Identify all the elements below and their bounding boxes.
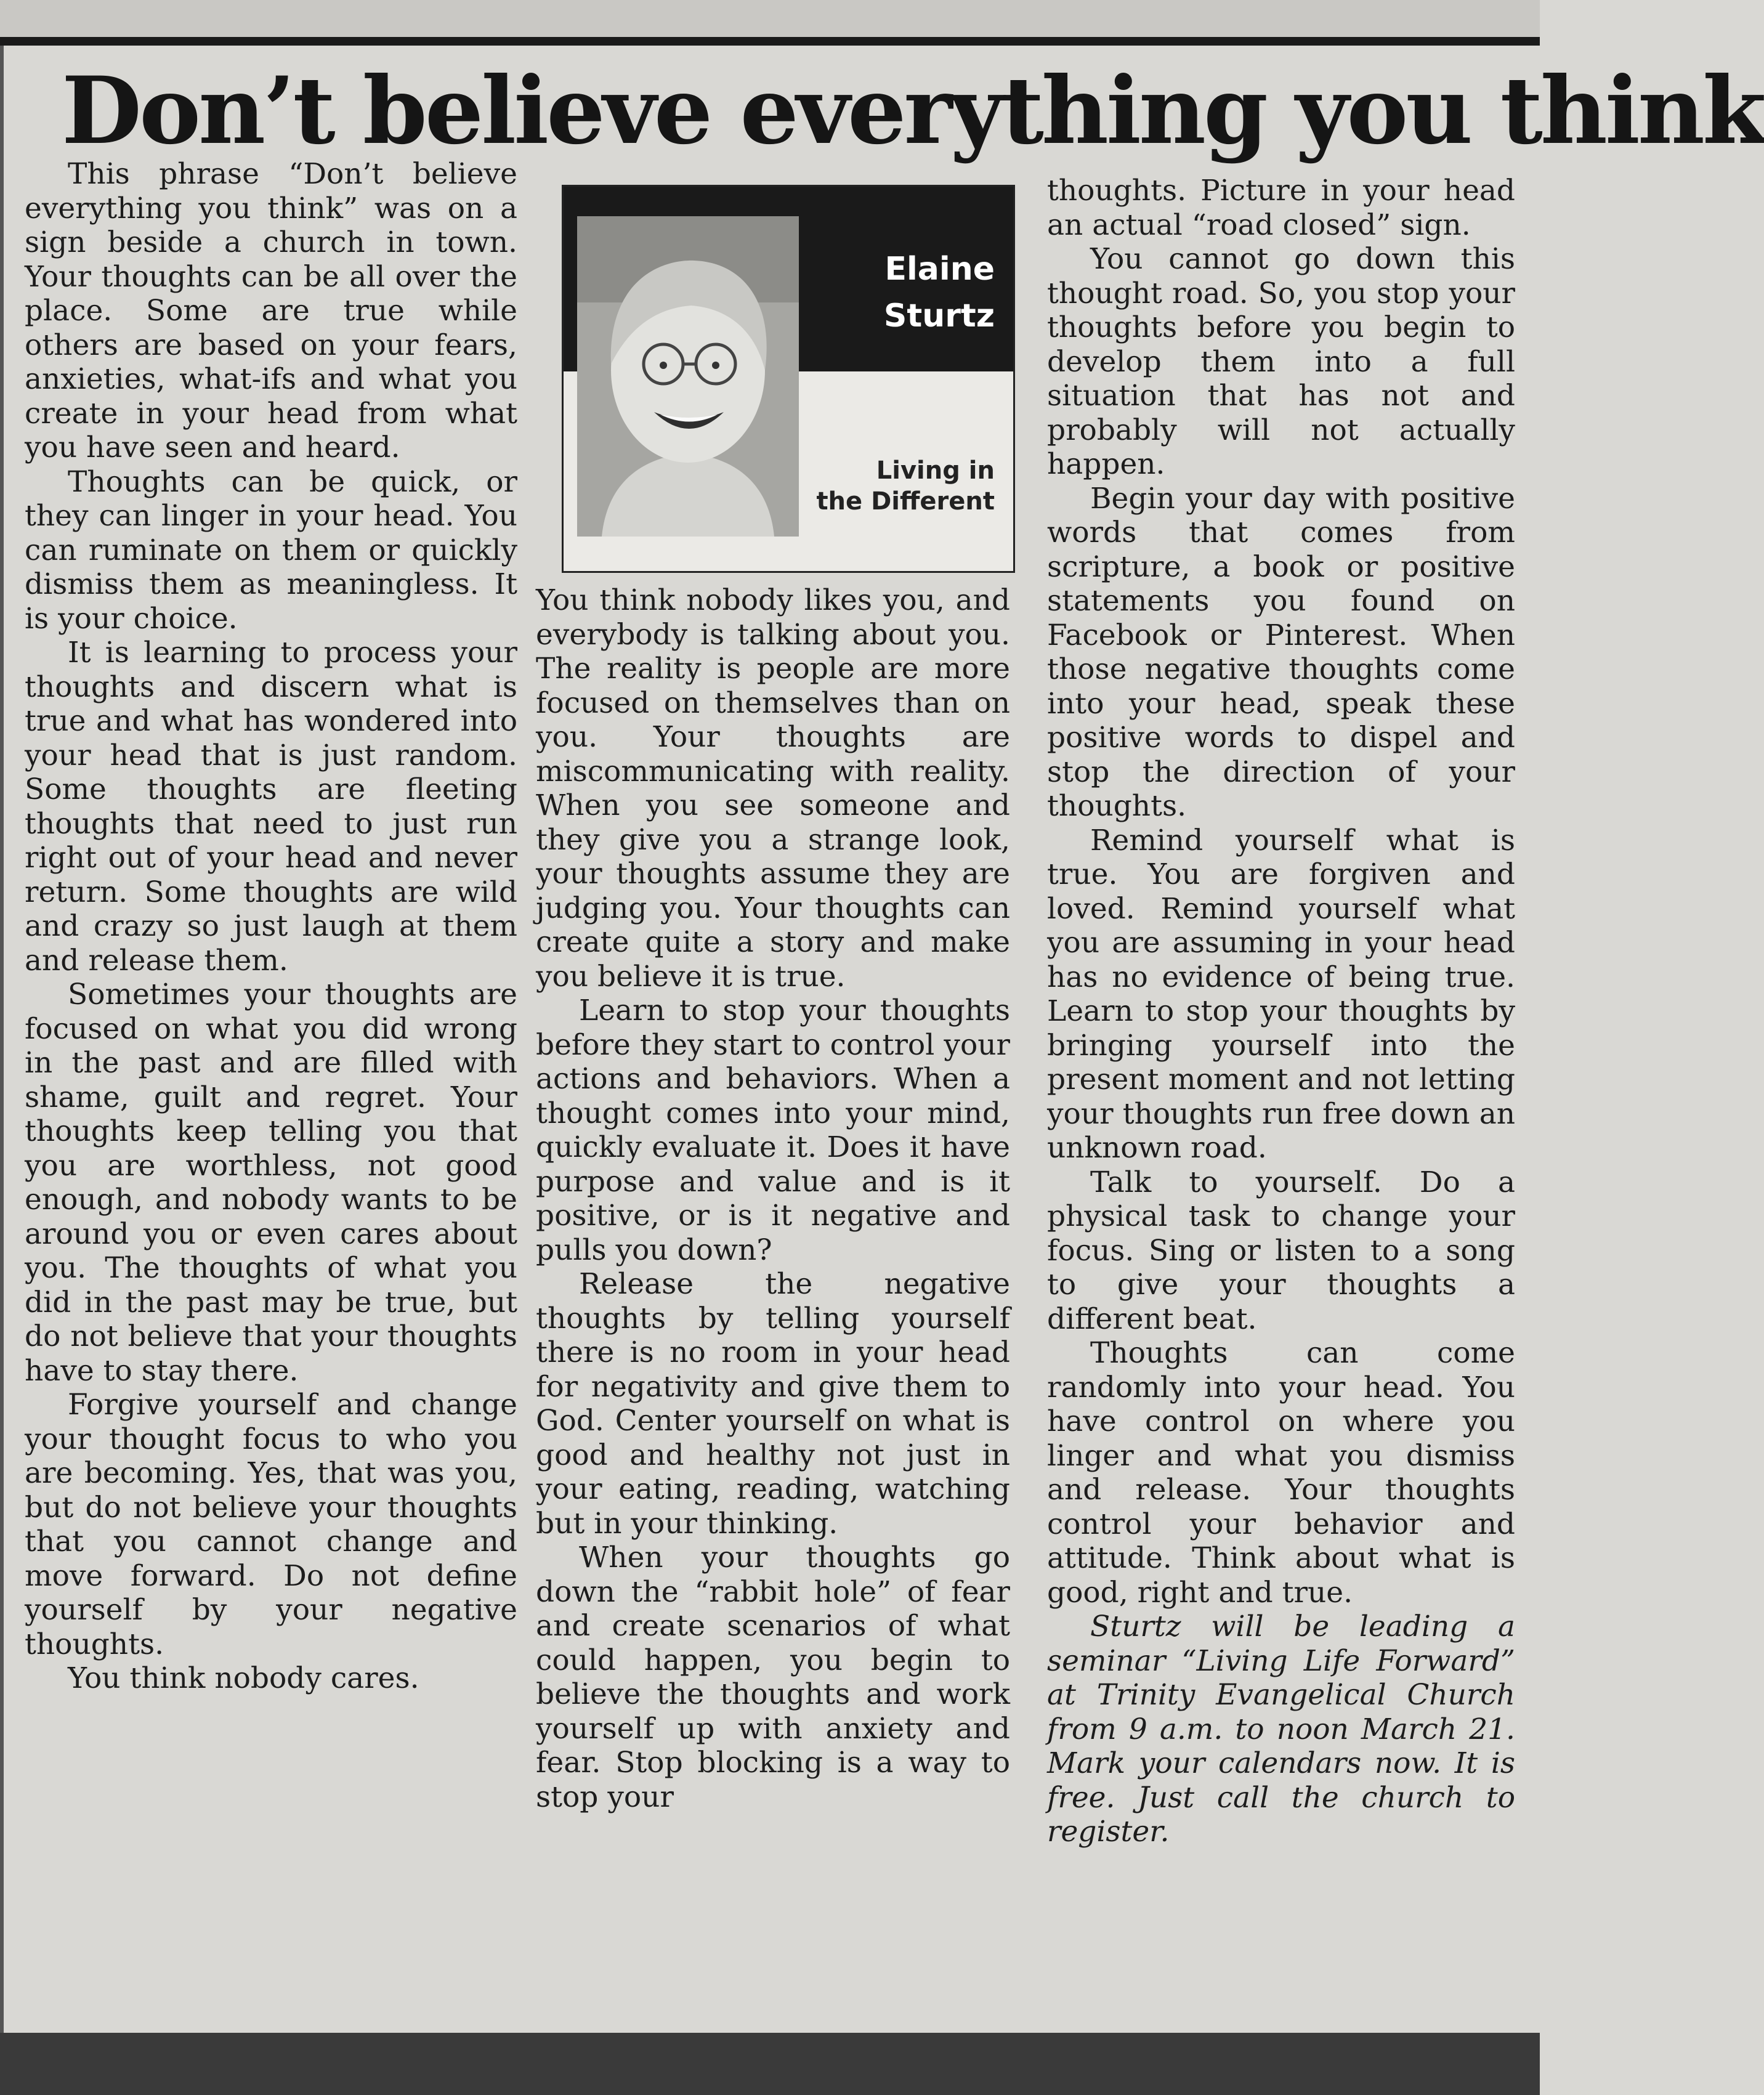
paragraph: You think nobody cares. xyxy=(68,1661,419,1695)
author-last-name: Sturtz xyxy=(883,298,995,334)
author-photo xyxy=(577,216,799,537)
paragraph: Thoughts can come randomly into your head. You have control on where you linger and what you dismiss and release. Your thoughts control your behavior and attitude. Think about what is good, right and true. xyxy=(1047,1336,1515,1610)
left-rule xyxy=(0,46,4,2054)
column-1 xyxy=(25,157,517,1696)
paragraph: Thoughts can be quick, or they can linger in your head. You can ruminate on them or quickly dismiss them as meaningless. It is your choice. xyxy=(25,464,517,636)
paragraph: Learn to stop your thoughts before they start to control your actions and behaviors. When a thought comes into your mind, quickly evaluate it. Does it have purpose and value and is it positive, or is it negative and pulls you down? xyxy=(536,994,1010,1267)
author-box xyxy=(562,185,1015,573)
author-name xyxy=(810,246,995,339)
column-name-line: Living in xyxy=(876,456,995,485)
column-name xyxy=(810,455,995,517)
paragraph: Release the negative thoughts by telling yourself there is no room in your head for negativity and give them to God. Center yourself on what is good and healthy not just in your eating, reading, watching but in your thinking. xyxy=(536,1267,1010,1541)
author-first-name: Elaine xyxy=(884,251,995,288)
paragraph: This phrase “Don’t believe everything you think” was on a sign beside a church in town. Your thoughts can be all over the place. Some are true while others are based on your fears, anxieties, what-ifs and what you create in your head from what you have seen and heard. xyxy=(25,157,517,464)
paragraph: Remind yourself what is true. You are forgiven and loved. Remind yourself what you are assuming in your head has no evidence of being true. Learn to stop your thoughts by bringing yourself into the present moment and not letting your thoughts run free down an unknown road. xyxy=(1047,823,1515,1165)
paragraph: Talk to yourself. Do a physical task to change your focus. Sing or listen to a song to give your thoughts a different beat. xyxy=(1047,1165,1515,1336)
page-bottom-edge xyxy=(0,2033,1540,2095)
paragraph: Forgive yourself and change your thought focus to who you are becoming. Yes, that was you, but do not believe your thoughts that you cannot change and move forward. Do not define yourself by your negative thoughts. xyxy=(25,1388,517,1661)
paragraph: Begin your day with positive words that comes from scripture, a book or positive statements you found on Facebook or Pinterest. When those negative thoughts come into your head, speak these positive words to dispel and stop the direction of your thoughts. xyxy=(1047,481,1515,823)
paragraph: You cannot go down this thought road. So, you stop your thoughts before you begin to develop them into a full situation that has not and probably will not actually happen. xyxy=(1047,242,1515,481)
paragraph: You think nobody likes you, and everybody is talking about you. The reality is people are more focused on themselves than on you. Your thoughts are miscommunicating with reality. When you see someone and they give you a strange look, your thoughts assume they are judging you. Your thoughts can create quite a story and make you believe it is true. xyxy=(536,583,1010,994)
headline: Don’t believe everything you think xyxy=(62,57,1764,165)
top-rule xyxy=(0,37,1540,46)
column-name-line: the Different xyxy=(816,487,995,516)
paragraph: When your thoughts go down the “rabbit hole” of fear and create scenarios of what could happen, you begin to believe the thoughts and work yourself up with anxiety and fear. Stop blocking is a way to stop your xyxy=(536,1541,1010,1814)
paragraph: Sometimes your thoughts are focused on what you did wrong in the past and are filled with shame, guilt and regret. Your thoughts keep telling you that you are worthless, not good enough, and nobody wants to be around you or even cares about you. The thoughts of what you did in the past may be true, but do not believe that your thoughts have to stay there. xyxy=(25,978,517,1388)
paragraph: It is learning to process your thoughts and discern what is true and what has wondered into your head that is just random. Some thoughts are fleeting thoughts that need to just run right out of your head and never return. Some thoughts are wild and crazy so just laugh at them and release them. xyxy=(25,636,517,978)
column-2 xyxy=(536,583,1010,1814)
column-3 xyxy=(1047,174,1515,1849)
paragraph: thoughts. Picture in your head an actual “road closed” sign. xyxy=(1047,174,1515,242)
seminar-note: Sturtz will be leading a seminar “Living Life Forward” at Trinity Evangelical Church from 9 a.m. to noon March 21. Mark your calendars now. It is free. Just call the church to register. xyxy=(1047,1610,1515,1849)
